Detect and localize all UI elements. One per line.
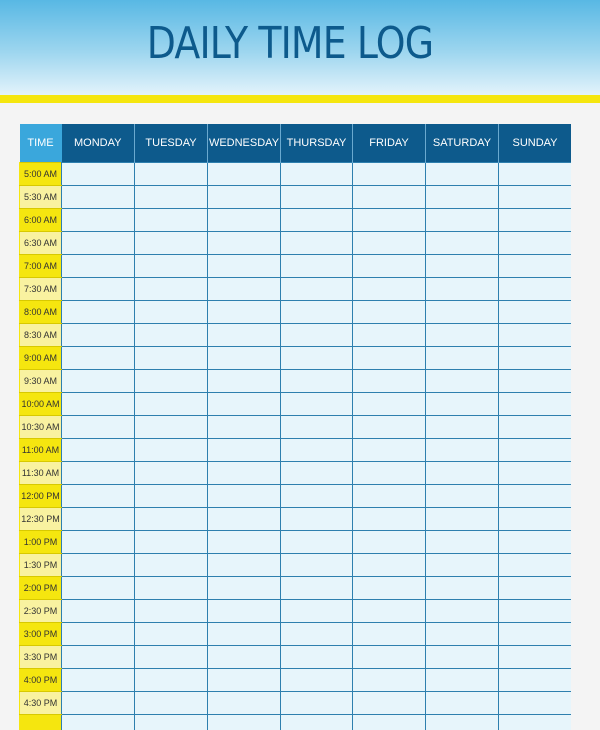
column-header-time: TIME (20, 124, 62, 163)
log-cell-sunday[interactable] (499, 347, 572, 370)
log-cell-sunday[interactable] (499, 232, 572, 255)
log-cell-friday[interactable] (353, 347, 426, 370)
time-slot-label: 9:30 AM (20, 370, 62, 393)
log-cell-sunday[interactable] (499, 186, 572, 209)
log-cell-monday[interactable] (62, 531, 135, 554)
log-cell-tuesday[interactable] (135, 393, 208, 416)
table-row (20, 232, 572, 255)
log-cell-thursday[interactable] (281, 163, 353, 186)
log-cell-sunday[interactable] (499, 439, 572, 462)
log-cell-wednesday[interactable] (208, 439, 281, 462)
log-cell-saturday[interactable] (426, 301, 499, 324)
log-cell-sunday[interactable] (499, 370, 572, 393)
log-cell-friday[interactable] (353, 485, 426, 508)
log-cell-sunday[interactable] (499, 485, 572, 508)
log-cell-thursday[interactable] (281, 186, 353, 209)
log-cell-sunday[interactable] (499, 646, 572, 669)
time-slot-label: 6:30 AM (20, 232, 62, 255)
log-cell-tuesday[interactable] (135, 163, 208, 186)
log-cell-tuesday[interactable] (135, 646, 208, 669)
time-slot-label: 11:00 AM (20, 439, 62, 462)
log-cell-saturday[interactable] (426, 462, 499, 485)
time-slot-label: 3:00 PM (20, 623, 62, 646)
log-cell-thursday[interactable] (281, 531, 353, 554)
log-cell-tuesday[interactable] (135, 715, 208, 730)
table-row (20, 278, 572, 301)
log-cell-tuesday[interactable] (135, 692, 208, 715)
column-header-tuesday: TUESDAY (135, 124, 208, 163)
log-cell-friday[interactable] (353, 508, 426, 531)
log-cell-sunday[interactable] (499, 669, 572, 692)
log-cell-monday[interactable] (62, 209, 135, 232)
table-row (20, 209, 572, 232)
log-cell-thursday[interactable] (281, 669, 353, 692)
log-cell-wednesday[interactable] (208, 554, 281, 577)
table-header-row (20, 124, 572, 163)
time-slot-label: 10:30 AM (20, 416, 62, 439)
log-cell-thursday[interactable] (281, 347, 353, 370)
log-cell-wednesday[interactable] (208, 531, 281, 554)
log-cell-saturday[interactable] (426, 347, 499, 370)
log-cell-sunday[interactable] (499, 462, 572, 485)
table-row (20, 715, 572, 730)
log-cell-friday[interactable] (353, 301, 426, 324)
log-cell-tuesday[interactable] (135, 301, 208, 324)
log-cell-friday[interactable] (353, 416, 426, 439)
log-cell-tuesday[interactable] (135, 577, 208, 600)
time-slot-label (20, 715, 62, 730)
column-header-sunday: SUNDAY (499, 124, 572, 163)
log-cell-monday[interactable] (62, 600, 135, 623)
log-cell-thursday[interactable] (281, 485, 353, 508)
log-cell-friday[interactable] (353, 600, 426, 623)
log-cell-monday[interactable] (62, 715, 135, 730)
log-cell-tuesday[interactable] (135, 324, 208, 347)
log-cell-saturday[interactable] (426, 531, 499, 554)
log-cell-thursday[interactable] (281, 623, 353, 646)
log-cell-monday[interactable] (62, 669, 135, 692)
log-cell-tuesday[interactable] (135, 554, 208, 577)
header-divider (0, 95, 600, 103)
log-cell-wednesday[interactable] (208, 255, 281, 278)
table-row (20, 669, 572, 692)
log-cell-thursday[interactable] (281, 324, 353, 347)
log-cell-wednesday[interactable] (208, 623, 281, 646)
log-cell-thursday[interactable] (281, 577, 353, 600)
log-cell-monday[interactable] (62, 278, 135, 301)
log-cell-thursday[interactable] (281, 439, 353, 462)
time-log-table (19, 124, 571, 730)
log-cell-sunday[interactable] (499, 301, 572, 324)
log-cell-friday[interactable] (353, 554, 426, 577)
column-header-thursday: THURSDAY (281, 124, 353, 163)
log-cell-saturday[interactable] (426, 232, 499, 255)
log-cell-monday[interactable] (62, 577, 135, 600)
log-cell-thursday[interactable] (281, 393, 353, 416)
table-row (20, 600, 572, 623)
log-cell-tuesday[interactable] (135, 669, 208, 692)
table-row (20, 462, 572, 485)
log-cell-tuesday[interactable] (135, 278, 208, 301)
log-cell-sunday[interactable] (499, 554, 572, 577)
log-cell-friday[interactable] (353, 370, 426, 393)
log-cell-monday[interactable] (62, 370, 135, 393)
table-row (20, 416, 572, 439)
log-cell-saturday[interactable] (426, 577, 499, 600)
log-cell-sunday[interactable] (499, 163, 572, 186)
log-cell-thursday[interactable] (281, 232, 353, 255)
log-cell-thursday[interactable] (281, 600, 353, 623)
log-cell-friday[interactable] (353, 462, 426, 485)
log-cell-tuesday[interactable] (135, 416, 208, 439)
log-cell-thursday[interactable] (281, 301, 353, 324)
log-cell-wednesday[interactable] (208, 370, 281, 393)
log-cell-monday[interactable] (62, 508, 135, 531)
log-cell-sunday[interactable] (499, 393, 572, 416)
log-cell-tuesday[interactable] (135, 370, 208, 393)
time-slot-label: 4:00 PM (20, 669, 62, 692)
log-cell-tuesday[interactable] (135, 232, 208, 255)
log-cell-sunday[interactable] (499, 508, 572, 531)
log-cell-tuesday[interactable] (135, 462, 208, 485)
log-cell-wednesday[interactable] (208, 692, 281, 715)
log-cell-saturday[interactable] (426, 278, 499, 301)
time-slot-label: 2:00 PM (20, 577, 62, 600)
time-slot-label: 5:30 AM (20, 186, 62, 209)
time-slot-label: 8:00 AM (20, 301, 62, 324)
log-cell-saturday[interactable] (426, 186, 499, 209)
table-row (20, 370, 572, 393)
column-header-saturday: SATURDAY (426, 124, 499, 163)
log-cell-thursday[interactable] (281, 370, 353, 393)
table-row (20, 347, 572, 370)
log-cell-friday[interactable] (353, 531, 426, 554)
log-cell-thursday[interactable] (281, 462, 353, 485)
time-slot-label: 10:00 AM (20, 393, 62, 416)
log-cell-monday[interactable] (62, 416, 135, 439)
log-cell-friday[interactable] (353, 255, 426, 278)
log-cell-sunday[interactable] (499, 715, 572, 730)
log-cell-monday[interactable] (62, 255, 135, 278)
column-header-monday: MONDAY (62, 124, 135, 163)
table-row (20, 301, 572, 324)
log-cell-sunday[interactable] (499, 577, 572, 600)
header-banner (0, 0, 600, 95)
log-cell-tuesday[interactable] (135, 439, 208, 462)
log-cell-thursday[interactable] (281, 554, 353, 577)
log-cell-friday[interactable] (353, 623, 426, 646)
log-cell-sunday[interactable] (499, 209, 572, 232)
log-cell-sunday[interactable] (499, 255, 572, 278)
time-slot-label: 4:30 PM (20, 692, 62, 715)
log-cell-monday[interactable] (62, 439, 135, 462)
log-cell-saturday[interactable] (426, 255, 499, 278)
log-cell-saturday[interactable] (426, 623, 499, 646)
time-slot-label: 2:30 PM (20, 600, 62, 623)
log-cell-wednesday[interactable] (208, 232, 281, 255)
log-cell-thursday[interactable] (281, 692, 353, 715)
time-slot-label: 5:00 AM (20, 163, 62, 186)
table-row (20, 186, 572, 209)
table-row (20, 692, 572, 715)
page-title: DAILY TIME LOG (146, 18, 434, 69)
log-cell-saturday[interactable] (426, 692, 499, 715)
time-slot-label: 8:30 AM (20, 324, 62, 347)
log-cell-sunday[interactable] (499, 600, 572, 623)
log-cell-friday[interactable] (353, 715, 426, 730)
log-cell-friday[interactable] (353, 692, 426, 715)
log-cell-saturday[interactable] (426, 416, 499, 439)
log-cell-wednesday[interactable] (208, 485, 281, 508)
column-header-friday: FRIDAY (353, 124, 426, 163)
table-row (20, 485, 572, 508)
log-cell-monday[interactable] (62, 347, 135, 370)
log-cell-saturday[interactable] (426, 324, 499, 347)
log-cell-saturday[interactable] (426, 163, 499, 186)
table-row (20, 439, 572, 462)
log-cell-sunday[interactable] (499, 623, 572, 646)
time-slot-label: 3:30 PM (20, 646, 62, 669)
log-cell-monday[interactable] (62, 623, 135, 646)
log-cell-monday[interactable] (62, 301, 135, 324)
log-cell-friday[interactable] (353, 393, 426, 416)
log-cell-thursday[interactable] (281, 255, 353, 278)
log-cell-sunday[interactable] (499, 531, 572, 554)
log-cell-tuesday[interactable] (135, 209, 208, 232)
table-row (20, 531, 572, 554)
log-cell-wednesday[interactable] (208, 186, 281, 209)
log-cell-wednesday[interactable] (208, 600, 281, 623)
log-cell-tuesday[interactable] (135, 347, 208, 370)
log-cell-thursday[interactable] (281, 416, 353, 439)
log-cell-monday[interactable] (62, 554, 135, 577)
time-slot-label: 1:30 PM (20, 554, 62, 577)
table-row (20, 393, 572, 416)
table-row (20, 623, 572, 646)
time-log-table-container (19, 124, 571, 730)
column-header-wednesday: WEDNESDAY (208, 124, 281, 163)
log-cell-friday[interactable] (353, 324, 426, 347)
log-cell-wednesday[interactable] (208, 669, 281, 692)
log-cell-saturday[interactable] (426, 669, 499, 692)
log-cell-friday[interactable] (353, 669, 426, 692)
log-cell-saturday[interactable] (426, 715, 499, 730)
log-cell-wednesday[interactable] (208, 324, 281, 347)
time-slot-label: 7:00 AM (20, 255, 62, 278)
log-cell-friday[interactable] (353, 646, 426, 669)
log-cell-thursday[interactable] (281, 209, 353, 232)
log-cell-saturday[interactable] (426, 485, 499, 508)
log-cell-sunday[interactable] (499, 416, 572, 439)
log-cell-tuesday[interactable] (135, 623, 208, 646)
log-cell-wednesday[interactable] (208, 278, 281, 301)
log-cell-saturday[interactable] (426, 209, 499, 232)
log-cell-tuesday[interactable] (135, 186, 208, 209)
log-cell-friday[interactable] (353, 209, 426, 232)
log-cell-friday[interactable] (353, 163, 426, 186)
log-cell-friday[interactable] (353, 232, 426, 255)
log-cell-sunday[interactable] (499, 692, 572, 715)
log-cell-monday[interactable] (62, 393, 135, 416)
table-row (20, 646, 572, 669)
table-row (20, 554, 572, 577)
time-slot-label: 11:30 AM (20, 462, 62, 485)
log-cell-wednesday[interactable] (208, 715, 281, 730)
log-cell-monday[interactable] (62, 462, 135, 485)
log-cell-tuesday[interactable] (135, 485, 208, 508)
table-row (20, 508, 572, 531)
log-cell-saturday[interactable] (426, 554, 499, 577)
time-slot-label: 12:30 PM (20, 508, 62, 531)
log-cell-tuesday[interactable] (135, 531, 208, 554)
log-cell-monday[interactable] (62, 692, 135, 715)
log-cell-wednesday[interactable] (208, 416, 281, 439)
log-cell-wednesday[interactable] (208, 646, 281, 669)
table-row (20, 577, 572, 600)
table-row (20, 255, 572, 278)
log-cell-wednesday[interactable] (208, 163, 281, 186)
log-cell-wednesday[interactable] (208, 577, 281, 600)
table-row (20, 163, 572, 186)
log-cell-friday[interactable] (353, 439, 426, 462)
log-cell-wednesday[interactable] (208, 462, 281, 485)
time-slot-label: 9:00 AM (20, 347, 62, 370)
log-cell-thursday[interactable] (281, 715, 353, 730)
log-cell-thursday[interactable] (281, 508, 353, 531)
log-cell-friday[interactable] (353, 577, 426, 600)
log-cell-wednesday[interactable] (208, 347, 281, 370)
time-slot-label: 6:00 AM (20, 209, 62, 232)
log-cell-sunday[interactable] (499, 278, 572, 301)
log-cell-monday[interactable] (62, 232, 135, 255)
log-cell-saturday[interactable] (426, 370, 499, 393)
log-cell-wednesday[interactable] (208, 301, 281, 324)
log-cell-tuesday[interactable] (135, 600, 208, 623)
log-cell-saturday[interactable] (426, 439, 499, 462)
time-slot-label: 12:00 PM (20, 485, 62, 508)
log-cell-friday[interactable] (353, 186, 426, 209)
log-cell-monday[interactable] (62, 485, 135, 508)
log-cell-saturday[interactable] (426, 508, 499, 531)
time-slot-label: 1:00 PM (20, 531, 62, 554)
log-cell-tuesday[interactable] (135, 255, 208, 278)
log-cell-saturday[interactable] (426, 600, 499, 623)
table-body (20, 163, 572, 730)
log-cell-wednesday[interactable] (208, 393, 281, 416)
table-row (20, 324, 572, 347)
log-cell-thursday[interactable] (281, 278, 353, 301)
log-cell-wednesday[interactable] (208, 508, 281, 531)
log-cell-monday[interactable] (62, 646, 135, 669)
log-cell-wednesday[interactable] (208, 209, 281, 232)
log-cell-sunday[interactable] (499, 324, 572, 347)
log-cell-monday[interactable] (62, 324, 135, 347)
log-cell-tuesday[interactable] (135, 508, 208, 531)
log-cell-friday[interactable] (353, 278, 426, 301)
log-cell-monday[interactable] (62, 186, 135, 209)
log-cell-monday[interactable] (62, 163, 135, 186)
time-slot-label: 7:30 AM (20, 278, 62, 301)
log-cell-thursday[interactable] (281, 646, 353, 669)
log-cell-saturday[interactable] (426, 393, 499, 416)
log-cell-saturday[interactable] (426, 646, 499, 669)
